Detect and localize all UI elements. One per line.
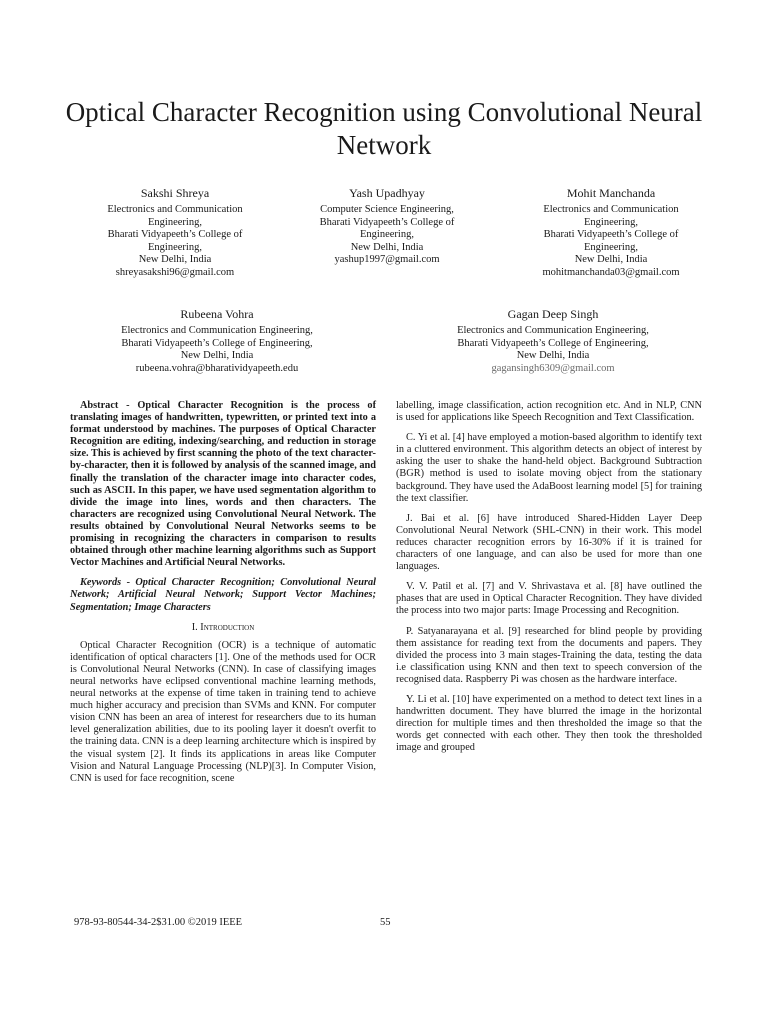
author-affiliation-line: New Delhi, India [350,241,424,253]
author-affiliation-line: Computer Science Engineering, [320,204,454,215]
author-affiliation-line: Engineering, [584,216,638,228]
author-affiliation-line: Electronics and Communication Engineering, [121,325,313,336]
author-affiliation-line: Bharati Vidyapeeth’s College of Engineering, [121,337,313,349]
abstract: Abstract - Optical Character Recognition is the process of translating images of handwritten, typewritten, or printed text into a format understood by machines. The purposes of Optical Character Recognition are editing, indexing/searching, and reduction in storage size. This is achieved by first scanning the photo of the text character-by-character, then it is followed by analysis of the scanned image, and finally the translation of the character image into character codes, such as ASCII. In this paper, we have used segmentation algorithm to divide the image into lines, words and then characters. The characters are recognized using Convolutional Neural Network. The results obtained by Convolutional Neural Networks seems to be promising in recognizing the characters in comparison to results obtained through other machine learning algorithms such as Support Vector Machines and Artificial Neural Networks. [70,400,376,569]
author-block-1 [60,186,290,279]
author-affiliation-line: New Delhi, India [180,350,254,361]
author-affiliation-line: Bharati Vidyapeeth’s College of [319,216,455,228]
author-name: Rubeena Vohra [180,307,254,321]
section-heading-introduction: I. Introduction [191,621,255,633]
body-paragraph: J. Bai et al. [6] have introduced Shared-Hidden Layer Deep Convolutional Neural Network (SHL-CNN) in their work. This model reduces character recognition errors by 16-30% if it is trained for characters of one language, and can also be used for more than one languages. [396,512,702,573]
author-email: rubeena.vohra@bharatividyapeeth.edu [135,362,299,374]
author-email: mohitmanchanda03@gmail.com [542,266,680,278]
author-affiliation-line: Engineering, [584,241,638,253]
author-block-4 [82,307,352,375]
author-block-5 [418,307,688,375]
author-affiliation-line: Engineering, [148,216,202,228]
body-paragraph: C. Yi et al. [4] have employed a motion-based algorithm to identify text in a cluttered environment. This algorithm detects an object of interest by asking the user to shake the hand-held object. Background Subtraction (BGR) method is used to isolate moving object from the stationary background. They have used the AdaBoost learning model [5] for training the text classifier. [396,432,702,504]
author-name: Sakshi Shreya [140,186,210,200]
footer-isbn: 978-93-80544-34-2$31.00 ©2019 IEEE [74,917,243,928]
author-affiliation-line: New Delhi, India [574,254,648,265]
author-name: Yash Upadhyay [349,186,425,200]
body-paragraph: labelling, image classification, action recognition etc. And in NLP, CNN is used for applications like Speech Recognition and Text Classification. [396,400,702,424]
author-affiliation-line: Engineering, [148,241,202,253]
body-paragraph: Y. Li et al. [10] have experimented on a method to detect text lines in a handwritten document. They have blurred the image in the horizontal direction for multiple times and then thresholded the image so that the words get connected with each other. They then took the thresholded image and grouped [396,693,702,754]
author-email: shreyasakshi96@gmail.com [115,266,235,278]
author-name: Gagan Deep Singh [507,307,599,321]
left-column [70,400,376,793]
author-affiliation-line: Engineering, [360,229,414,240]
author-email: gagansingh6309@gmail.com [491,362,615,374]
right-column [396,400,702,762]
author-email: yashup1997@gmail.com [334,254,440,265]
body-paragraph: P. Satyanarayana et al. [9] researched for blind people by providing them assistance for reading text from the documents and papers. They divided the process into 3 main stages-Training the data, testing the data i.e classification using KNN and then text to speech conversion of the recognised data. Raspberry Pi was chosen as the hardware interface. [396,625,702,685]
author-affiliation-line: Electronics and Communication Engineering, [457,325,649,336]
author-affiliation-line: New Delhi, India [138,254,212,265]
author-block-3 [496,186,726,279]
page-number: 55 [380,917,391,928]
author-affiliation-line: Electronics and Communication [107,204,243,215]
intro-paragraph: Optical Character Recognition (OCR) is a technique of automatic identification of optical characters [1]. One of the methods used for OCR is Convolutional Neural Networks (CNN). In case of classifying images neural networks have eclipsed conventional machine learning methods, neural networks at the expense of time taken in training tend to achieve much higher accuracy and precision than SVMs and KNN. For computer vision CNN has been an area of interest for researchers due to its human level generalization abilities, due to its pooling layer it doesn't overfit to the training data. CNN is a deep learning architecture which is inspired by the visual system [2]. It finds its applications in areas like Computer Vision and Natural Language Processing (NLP)[3]. In Computer Vision, CNN is used for face recognition, scene [70,639,376,784]
keywords: Keywords - Optical Character Recognition; Convolutional Neural Network; Artificial Neural Network; Support Vector Machines; Segmentation; Image Characters [70,577,376,613]
paper-title: Optical Character Recognition using Convolutional Neural Network [65,97,703,160]
author-block-2 [272,186,502,267]
author-affiliation-line: Bharati Vidyapeeth’s College of Engineering, [457,337,649,349]
author-name: Mohit Manchanda [566,186,656,200]
author-affiliation-line: New Delhi, India [516,350,590,361]
author-affiliation-line: Electronics and Communication [543,204,679,215]
author-affiliation-line: Bharati Vidyapeeth’s College of [543,229,679,240]
body-paragraph: V. V. Patil et al. [7] and V. Shrivastava et al. [8] have outlined the phases that are used in Optical Character Recognition. They have divided the process into two major parts: Image Processing and Recognition. [396,581,702,617]
author-affiliation-line: Bharati Vidyapeeth’s College of [107,229,243,240]
